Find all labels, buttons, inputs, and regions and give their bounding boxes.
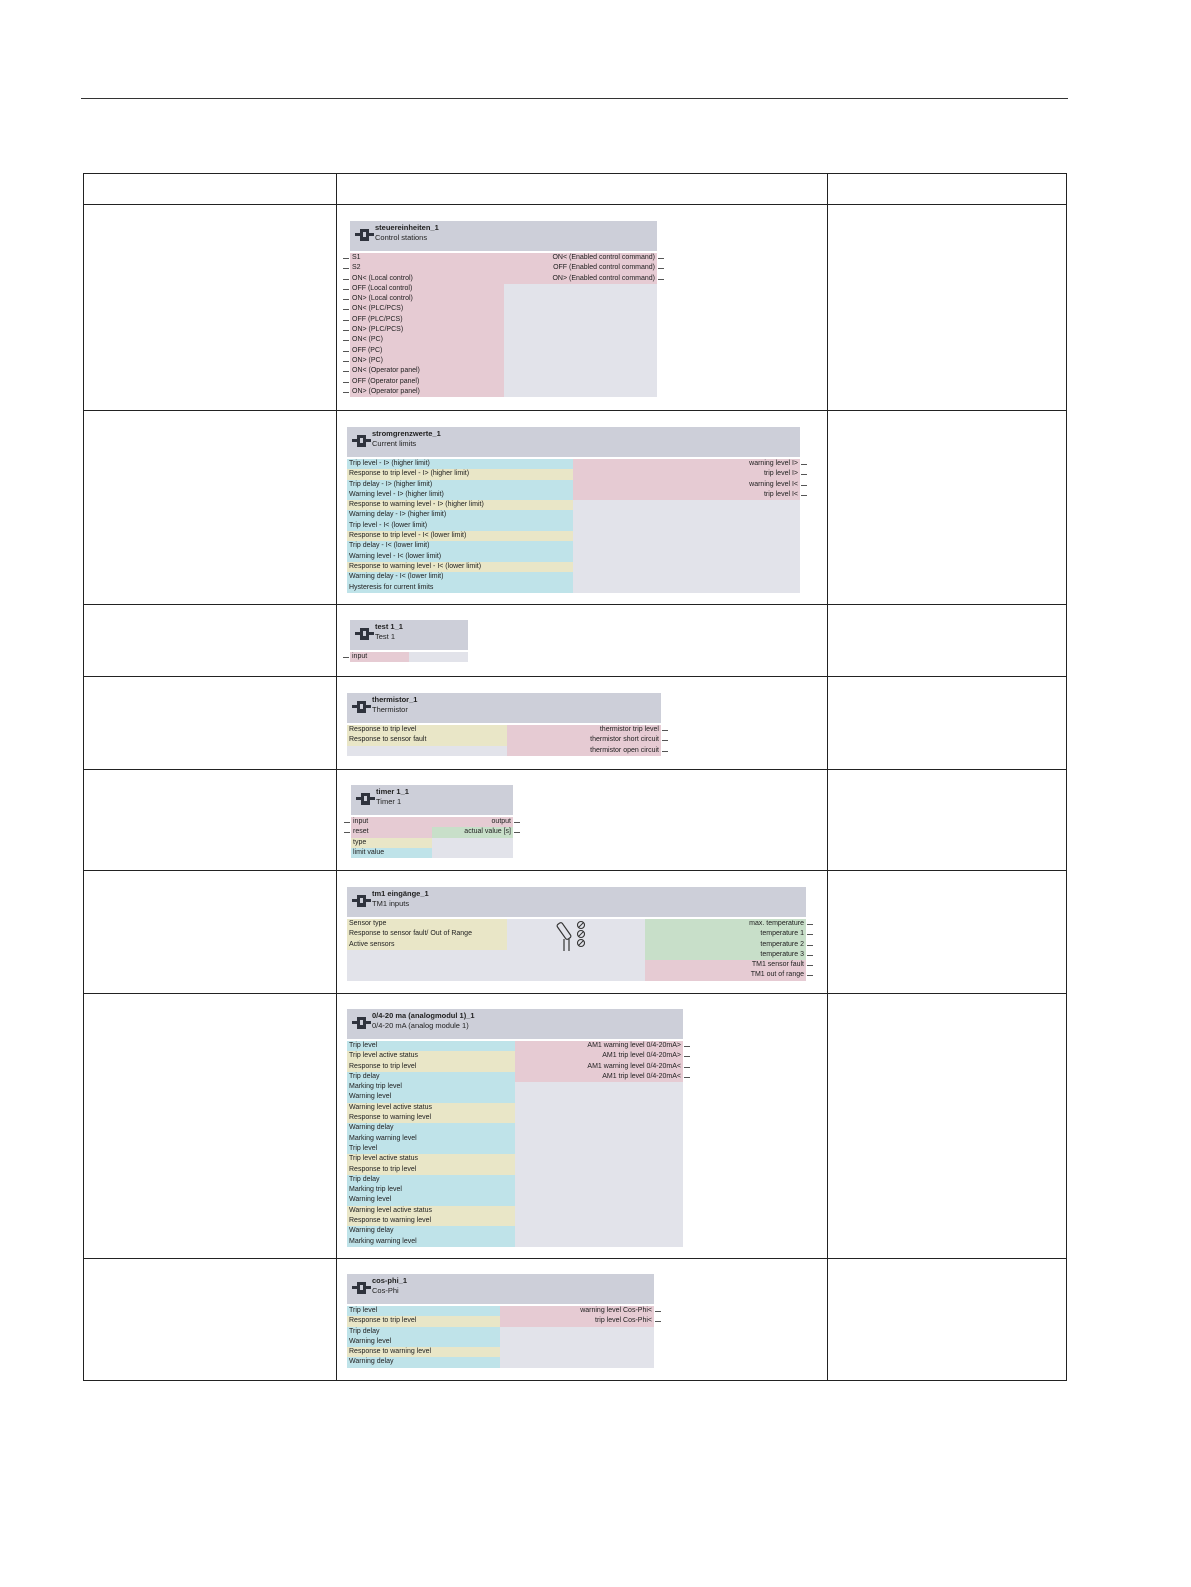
row-figure-cell xyxy=(337,605,828,677)
input-pin[interactable]: Hysteresis for current limits xyxy=(347,583,573,593)
input-pin[interactable]: Response to warning level xyxy=(347,1216,515,1226)
input-pin[interactable]: Trip delay xyxy=(347,1327,500,1337)
block-header xyxy=(347,1274,654,1304)
block-name: thermistor_1 xyxy=(372,695,418,704)
input-pin[interactable]: Trip level - I> (higher limit) xyxy=(347,459,573,469)
input-pin[interactable]: Response to trip level xyxy=(347,1165,515,1175)
row-figure-cell xyxy=(337,205,828,411)
output-pin[interactable]: actual value [s] xyxy=(432,827,513,837)
input-pin[interactable]: OFF (PC) xyxy=(350,346,504,356)
block-header xyxy=(347,1009,683,1039)
table-row xyxy=(84,605,1067,677)
input-pin[interactable]: Response to trip level - I> (higher limit) xyxy=(347,469,573,479)
block-name: cos-phi_1 xyxy=(372,1276,408,1285)
input-pin[interactable]: Response to trip level xyxy=(347,725,507,735)
input-pin[interactable]: Response to warning level - I< (lower limit) xyxy=(347,562,573,572)
input-pin[interactable]: Trip level xyxy=(347,1306,500,1316)
function-block-analog-module[interactable] xyxy=(347,1009,683,1247)
input-pin[interactable]: Response to trip level xyxy=(347,1062,515,1072)
table-row xyxy=(84,994,1067,1259)
block-title: Thermistor xyxy=(372,705,408,714)
output-pin[interactable]: warning level I> xyxy=(573,459,800,469)
block-header xyxy=(351,785,513,815)
row-label-cell xyxy=(84,871,337,994)
input-pin[interactable]: Warning delay xyxy=(347,1357,500,1367)
input-pin[interactable]: Trip level active status xyxy=(347,1154,515,1164)
input-pin[interactable]: type xyxy=(351,838,432,848)
temperature-sensor-icon xyxy=(555,919,595,953)
header-cell-3 xyxy=(828,174,1067,205)
output-pin[interactable]: AM1 trip level 0/4-20mA> xyxy=(515,1051,683,1061)
input-pin[interactable]: ON> (Local control) xyxy=(350,294,504,304)
function-block-control-stations[interactable] xyxy=(350,221,657,397)
output-pin[interactable]: ON< (Enabled control command) xyxy=(504,253,657,263)
input-pin[interactable]: Warning level active status xyxy=(347,1103,515,1113)
output-pin[interactable]: AM1 warning level 0/4-20mA< xyxy=(515,1062,683,1072)
input-pin[interactable]: reset xyxy=(351,827,432,837)
output-pin[interactable]: OFF (Enabled control command) xyxy=(504,263,657,273)
output-pin[interactable]: max. temperature xyxy=(645,919,806,929)
input-pin[interactable]: input xyxy=(351,817,432,827)
input-pin[interactable]: ON< (PC) xyxy=(350,335,504,345)
input-pin[interactable]: Response to warning level xyxy=(347,1347,500,1357)
input-pin[interactable]: Trip level active status xyxy=(347,1051,515,1061)
input-pin[interactable]: Warning delay xyxy=(347,1123,515,1133)
input-pin[interactable]: Marking warning level xyxy=(347,1134,515,1144)
block-name: tm1 eingänge_1 xyxy=(372,889,429,898)
block-title: Current limits xyxy=(372,439,417,448)
function-block-icon xyxy=(355,627,374,641)
row-note-cell xyxy=(828,770,1067,871)
input-pin[interactable]: Warning delay - I< (lower limit) xyxy=(347,572,573,582)
input-pin[interactable]: Warning delay xyxy=(347,1226,515,1236)
input-pin[interactable]: ON< (PLC/PCS) xyxy=(350,304,504,314)
input-pin[interactable]: ON< (Operator panel) xyxy=(350,366,504,376)
input-pin[interactable]: Warning level - I> (higher limit) xyxy=(347,490,573,500)
output-pin[interactable]: ON> (Enabled control command) xyxy=(504,274,657,284)
input-pin[interactable]: Warning level active status xyxy=(347,1206,515,1216)
input-pin[interactable]: Response to sensor fault/ Out of Range xyxy=(347,929,507,939)
row-note-cell xyxy=(828,1259,1067,1381)
input-pin[interactable]: Trip delay xyxy=(347,1072,515,1082)
input-pin[interactable]: Warning level xyxy=(347,1092,515,1102)
function-block-icon xyxy=(352,894,371,908)
input-pin[interactable]: Trip level - I< (lower limit) xyxy=(347,521,573,531)
function-block-thermistor[interactable] xyxy=(347,693,661,756)
input-pin[interactable]: Trip delay xyxy=(347,1175,515,1185)
header-rule xyxy=(81,98,1068,99)
block-header xyxy=(350,221,657,251)
row-note-cell xyxy=(828,411,1067,605)
row-figure-cell xyxy=(337,770,828,871)
row-figure-cell xyxy=(337,871,828,994)
input-pin[interactable]: S1 xyxy=(350,253,504,263)
row-figure-cell xyxy=(337,994,828,1259)
block-title: Test 1 xyxy=(375,632,396,641)
header-cell-1 xyxy=(84,174,337,205)
block-header xyxy=(347,427,800,457)
input-pin[interactable]: input xyxy=(350,652,409,662)
row-label-cell xyxy=(84,770,337,871)
output-pin[interactable]: AM1 warning level 0/4-20mA> xyxy=(515,1041,683,1051)
row-label-cell xyxy=(84,605,337,677)
output-pin[interactable]: TM1 out of range xyxy=(645,970,806,980)
input-pin[interactable]: Marking warning level xyxy=(347,1237,515,1247)
output-pin[interactable]: thermistor short circuit xyxy=(507,735,661,745)
block-title: Timer 1 xyxy=(376,797,402,806)
input-pin[interactable]: Warning level - I< (lower limit) xyxy=(347,552,573,562)
input-pin[interactable]: Response to trip level - I< (lower limit) xyxy=(347,531,573,541)
function-block-icon xyxy=(352,1016,371,1030)
input-pin[interactable]: OFF (Operator panel) xyxy=(350,377,504,387)
function-block-icon xyxy=(356,792,375,806)
input-pin[interactable]: Trip level xyxy=(347,1041,515,1051)
block-name: test 1_1 xyxy=(375,622,403,631)
input-pin[interactable]: ON> (PLC/PCS) xyxy=(350,325,504,335)
input-pin[interactable]: Response to trip level xyxy=(347,1316,500,1326)
block-title: Cos-Phi xyxy=(372,1286,399,1295)
function-block-test-1[interactable] xyxy=(350,620,468,662)
header-cell-2 xyxy=(337,174,828,205)
input-pin[interactable]: Response to warning level xyxy=(347,1113,515,1123)
row-figure-cell xyxy=(337,1259,828,1381)
row-note-cell xyxy=(828,994,1067,1259)
block-name: 0/4-20 ma (analogmodul 1)_1 xyxy=(372,1011,475,1020)
input-pin[interactable]: Warning level xyxy=(347,1195,515,1205)
block-header xyxy=(350,620,468,650)
row-note-cell xyxy=(828,871,1067,994)
function-block-icon xyxy=(355,228,374,242)
output-pin[interactable]: trip level I> xyxy=(573,469,800,479)
block-title: 0/4-20 mA (analog module 1) xyxy=(372,1021,469,1030)
row-label-cell xyxy=(84,411,337,605)
output-pin[interactable]: thermistor open circuit xyxy=(507,746,661,756)
input-pin[interactable]: Trip delay - I< (lower limit) xyxy=(347,541,573,551)
input-pin[interactable]: limit value xyxy=(351,848,432,858)
row-label-cell xyxy=(84,677,337,770)
output-pin[interactable]: warning level I< xyxy=(573,480,800,490)
table-row xyxy=(84,1259,1067,1381)
output-pin[interactable]: output xyxy=(432,817,513,827)
row-figure-cell xyxy=(337,411,828,605)
input-pin[interactable]: Warning level xyxy=(347,1337,500,1347)
input-pin[interactable]: ON< (Local control) xyxy=(350,274,504,284)
input-pin[interactable]: Trip delay - I> (higher limit) xyxy=(347,480,573,490)
block-header xyxy=(347,693,661,723)
function-block-current-limits[interactable] xyxy=(347,427,800,593)
function-block-cos-phi[interactable] xyxy=(347,1274,654,1368)
output-pin[interactable]: temperature 3 xyxy=(645,950,806,960)
row-figure-cell xyxy=(337,677,828,770)
table-row xyxy=(84,770,1067,871)
output-pin[interactable]: AM1 trip level 0/4-20mA< xyxy=(515,1072,683,1082)
table-row xyxy=(84,677,1067,770)
output-pin[interactable]: trip level I< xyxy=(573,490,800,500)
input-pin[interactable]: Response to sensor fault xyxy=(347,735,507,745)
block-title: Control stations xyxy=(375,233,428,242)
function-block-icon xyxy=(352,700,371,714)
input-pin[interactable]: Sensor type xyxy=(347,919,507,929)
table-header-row xyxy=(84,174,1067,205)
input-pin[interactable]: Response to warning level - I> (higher limit) xyxy=(347,500,573,510)
output-pin[interactable]: warning level Cos-Phi< xyxy=(500,1306,654,1316)
output-pin[interactable]: temperature 1 xyxy=(645,929,806,939)
function-block-icon xyxy=(352,1281,371,1295)
row-label-cell xyxy=(84,994,337,1259)
input-pin[interactable]: Marking trip level xyxy=(347,1082,515,1092)
block-name: steuereinheiten_1 xyxy=(375,223,439,232)
input-pin[interactable]: Active sensors xyxy=(347,940,507,950)
row-label-cell xyxy=(84,1259,337,1381)
function-block-timer-1[interactable] xyxy=(351,785,513,858)
output-pin[interactable]: TM1 sensor fault xyxy=(645,960,806,970)
table-row xyxy=(84,205,1067,411)
block-name: stromgrenzwerte_1 xyxy=(372,429,441,438)
input-pin[interactable]: OFF (Local control) xyxy=(350,284,504,294)
block-name: timer 1_1 xyxy=(376,787,409,796)
input-pin[interactable]: Warning delay - I> (higher limit) xyxy=(347,510,573,520)
output-pin[interactable]: thermistor trip level xyxy=(507,725,661,735)
row-note-cell xyxy=(828,205,1067,411)
output-pin[interactable]: trip level Cos-Phi< xyxy=(500,1316,654,1326)
block-title: TM1 inputs xyxy=(372,899,410,908)
block-header xyxy=(347,887,806,917)
function-block-table xyxy=(83,173,1067,1381)
input-pin[interactable]: S2 xyxy=(350,263,504,273)
sensor-graphic-area xyxy=(507,919,645,981)
output-pin[interactable]: temperature 2 xyxy=(645,940,806,950)
function-block-icon xyxy=(352,434,371,448)
input-pin[interactable]: Trip level xyxy=(347,1144,515,1154)
row-note-cell xyxy=(828,605,1067,677)
input-pin[interactable]: ON> (PC) xyxy=(350,356,504,366)
input-pin[interactable]: ON> (Operator panel) xyxy=(350,387,504,397)
row-note-cell xyxy=(828,677,1067,770)
table-row xyxy=(84,411,1067,605)
row-label-cell xyxy=(84,205,337,411)
table-row xyxy=(84,871,1067,994)
input-pin[interactable]: OFF (PLC/PCS) xyxy=(350,315,504,325)
function-block-tm1-inputs[interactable] xyxy=(347,887,806,981)
input-pin[interactable]: Marking trip level xyxy=(347,1185,515,1195)
